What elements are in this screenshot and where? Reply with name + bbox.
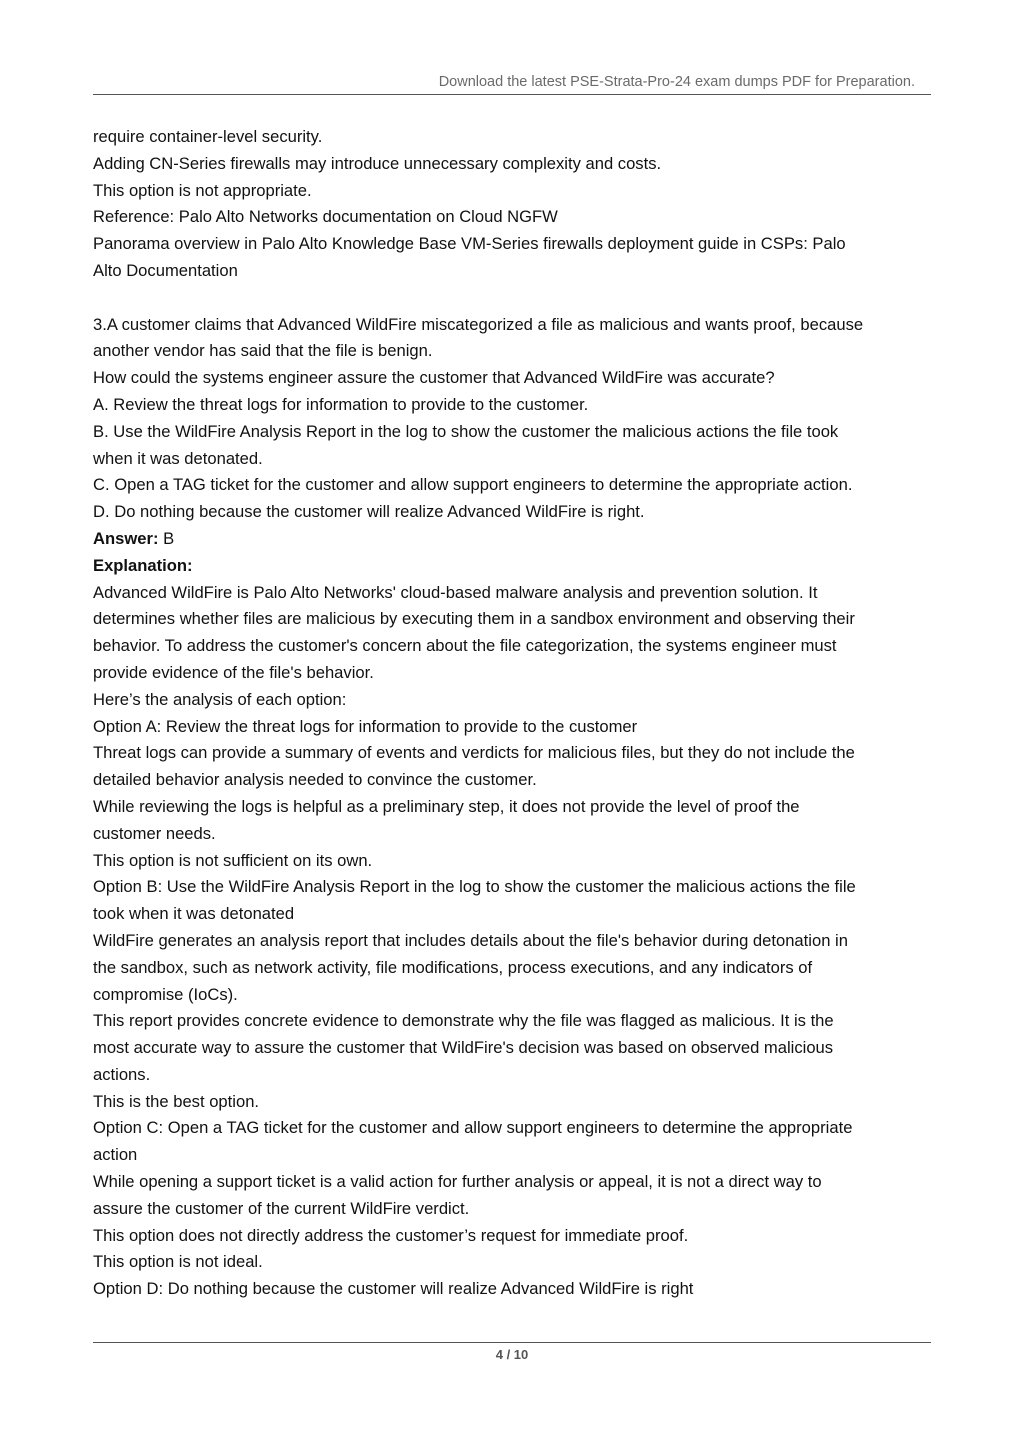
explanation-line: Here’s the analysis of each option: [93, 689, 347, 709]
option-a: A. Review the threat logs for information to provide to the customer. [93, 394, 589, 414]
question-line: How could the systems engineer assure the customer that Advanced WildFire was accurate? [93, 368, 775, 388]
option-c: C. Open a TAG ticket for the customer and allow support engineers to determine the appropriate action. [93, 475, 853, 495]
explanation-line: Option C: Open a TAG ticket for the customer and allow support engineers to determine the appropriate [93, 1118, 853, 1138]
explanation-line: most accurate way to assure the customer that WildFire's decision was based on observed malicious [93, 1038, 834, 1058]
body-line: Reference: Palo Alto Networks documentation on Cloud NGFW [93, 207, 558, 227]
option-b: B. Use the WildFire Analysis Report in the log to show the customer the malicious actions the file took [93, 421, 839, 441]
explanation-line: the sandbox, such as network activity, file modifications, process executions, and any indicators of [93, 957, 813, 977]
body-line: require container-level security. [93, 127, 323, 146]
explanation-line: This option does not directly address the customer’s request for immediate proof. [93, 1225, 689, 1245]
explanation-line: provide evidence of the file's behavior. [93, 662, 374, 682]
explanation-line: compromise (IoCs). [93, 984, 238, 1004]
explanation-line: WildFire generates an analysis report that includes details about the file's behavior during detonation in [93, 930, 848, 950]
option-b-continued: when it was detonated. [93, 448, 263, 468]
page-header [93, 72, 931, 95]
explanation-line: customer needs. [93, 823, 216, 843]
page-footer [93, 1342, 931, 1362]
explanation-line: detailed behavior analysis needed to convince the customer. [93, 770, 537, 790]
body-line: Panorama overview in Palo Alto Knowledge Base VM-Series firewalls deployment guide in CSPs: Palo [93, 234, 846, 254]
explanation-line: This is the best option. [93, 1091, 260, 1111]
answer-value: B [158, 528, 175, 548]
explanation-line: behavior. To address the customer's concern about the file categorization, the systems engineer must [93, 636, 837, 656]
explanation-line: Option A: Review the threat logs for information to provide to the customer [93, 716, 638, 736]
explanation-line: While reviewing the logs is helpful as a preliminary step, it does not provide the level of proof the [93, 796, 800, 816]
explanation-label: Explanation: [93, 555, 193, 575]
body-line: This option is not appropriate. [93, 180, 312, 200]
answer-label: Answer: [93, 528, 159, 548]
explanation-line: This option is not ideal. [93, 1252, 263, 1272]
answer-line [93, 526, 943, 553]
header-text: Download the latest PSE-Strata-Pro-24 exam dumps PDF for Preparation. [438, 74, 915, 90]
option-d: D. Do nothing because the customer will realize Advanced WildFire is right. [93, 502, 645, 522]
explanation-line: Option B: Use the WildFire Analysis Report in the log to show the customer the malicious actions the file [93, 877, 856, 897]
document-body [93, 124, 943, 1303]
question-line: another vendor has said that the file is benign. [93, 341, 433, 361]
explanation-line: took when it was detonated [93, 904, 295, 924]
explanation-line: This option is not sufficient on its own. [93, 850, 373, 870]
explanation-line: While opening a support ticket is a valid action for further analysis or appeal, it is not a direct way to [93, 1172, 822, 1192]
explanation-line: Option D: Do nothing because the customer will realize Advanced WildFire is right [93, 1279, 694, 1299]
explanation-line: Threat logs can provide a summary of events and verdicts for malicious files, but they do not include the [93, 743, 855, 763]
explanation-line: determines whether files are malicious by executing them in a sandbox environment and observing their [93, 609, 855, 629]
explanation-line: actions. [93, 1064, 151, 1084]
explanation-line: Advanced WildFire is Palo Alto Networks' cloud-based malware analysis and prevention solution. It [93, 582, 818, 602]
body-line: Alto Documentation [93, 260, 238, 280]
page-number: 4 / 10 [495, 1347, 529, 1362]
blank-line [93, 285, 943, 312]
explanation-line: action [93, 1145, 138, 1165]
body-line: Adding CN-Series firewalls may introduce unnecessary complexity and costs. [93, 153, 662, 173]
explanation-line: assure the customer of the current WildFire verdict. [93, 1198, 470, 1218]
explanation-line: This report provides concrete evidence to demonstrate why the file was flagged as malicious. It is the [93, 1011, 834, 1031]
question-line: 3.A customer claims that Advanced WildFire miscategorized a file as malicious and wants proof, because [93, 314, 864, 334]
